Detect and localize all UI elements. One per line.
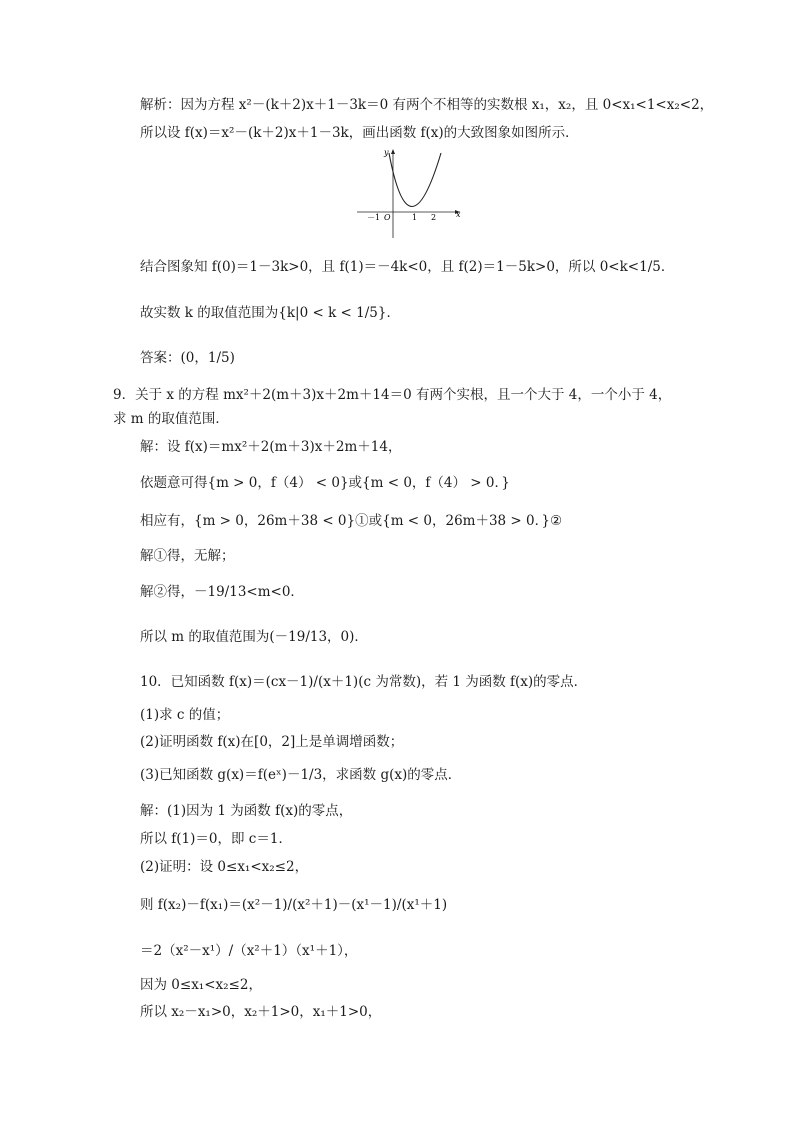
- text-line: (3)已知函数 g(x)＝f(eˣ)－1/3，求函数 g(x)的零点．: [140, 767, 462, 783]
- x-axis-label: x: [456, 210, 461, 219]
- text-line: 依题意可得{m > 0，f（4） < 0}或{m < 0，f（4） > 0．}: [140, 475, 510, 491]
- text-line: (1)求 c 的值；: [140, 707, 230, 723]
- text-line: ＝2（x²－x¹）/（x²＋1）（x¹＋1），: [140, 943, 358, 959]
- text-line: 故实数 k 的取值范围为{k|0 < k < 1/5}．: [140, 305, 400, 321]
- text-line: 求 m 的取值范围．: [113, 411, 229, 427]
- text-line: 则 f(x₂)－f(x₁)＝(x²－1)/(x²＋1)－(x¹－1)/(x¹＋1): [140, 897, 448, 913]
- text-line: 解析：因为方程 x²－(k＋2)x＋1－3k＝0 有两个不相等的实数根 x₁，x₂，且 0<x₁<1<x₂<2，: [140, 97, 714, 113]
- text-line: 所以 m 的取值范围为(－19/13，0)．: [140, 629, 368, 645]
- text-line: 所以设 f(x)＝x²－(k＋2)x＋1－3k，画出函数 f(x)的大致图象如图所示．: [140, 125, 579, 141]
- text-line: 所以 x₂－x₁>0，x₂＋1>0，x₁＋1>0，: [140, 1004, 382, 1020]
- text-line: 因为 0≤x₁<x₂≤2，: [140, 977, 262, 993]
- text-line: 解②得，－19/13<m<0．: [140, 584, 304, 600]
- text-line: 9．关于 x 的方程 mx²＋2(m＋3)x＋2m＋14＝0 有两个实根，且一个大于 4，一个小于 4，: [113, 387, 672, 403]
- text-line: 解：(1)因为 1 为函数 f(x)的零点，: [140, 803, 353, 819]
- parabola-curve: [389, 153, 441, 207]
- text-line: 解：设 f(x)＝mx²＋2(m＋3)x＋2m＋14，: [140, 439, 402, 455]
- tick-label: 1: [412, 213, 418, 222]
- text-line: 答案：(0，1/5): [140, 350, 235, 366]
- text-line: (2)证明：设 0≤x₁<x₂≤2，: [140, 859, 309, 875]
- parabola-graph: [355, 145, 465, 240]
- y-axis-arrow-icon: [391, 149, 395, 154]
- origin-label: O: [384, 213, 391, 222]
- tick-label: 2: [431, 213, 437, 222]
- y-axis-label: y: [384, 148, 389, 157]
- text-line: 结合图象知 f(0)＝1－3k>0，且 f(1)＝－4k<0，且 f(2)＝1－5k>0，所以 0<k<1/5．: [140, 259, 675, 275]
- text-line: 所以 f(1)＝0，即 c＝1．: [140, 831, 292, 847]
- text-line: 解①得，无解；: [140, 548, 235, 564]
- tick-label: －1: [367, 213, 381, 222]
- text-line: 相应有，{m > 0，26m＋38 < 0}①或{m < 0，26m＋38 > 0．}②: [140, 513, 563, 529]
- text-line: (2)证明函数 f(x)在[0，2]上是单调增函数；: [140, 734, 404, 750]
- text-line: 10．已知函数 f(x)＝(cx－1)/(x＋1)(c 为常数)，若 1 为函数 f(x)的零点．: [140, 674, 588, 690]
